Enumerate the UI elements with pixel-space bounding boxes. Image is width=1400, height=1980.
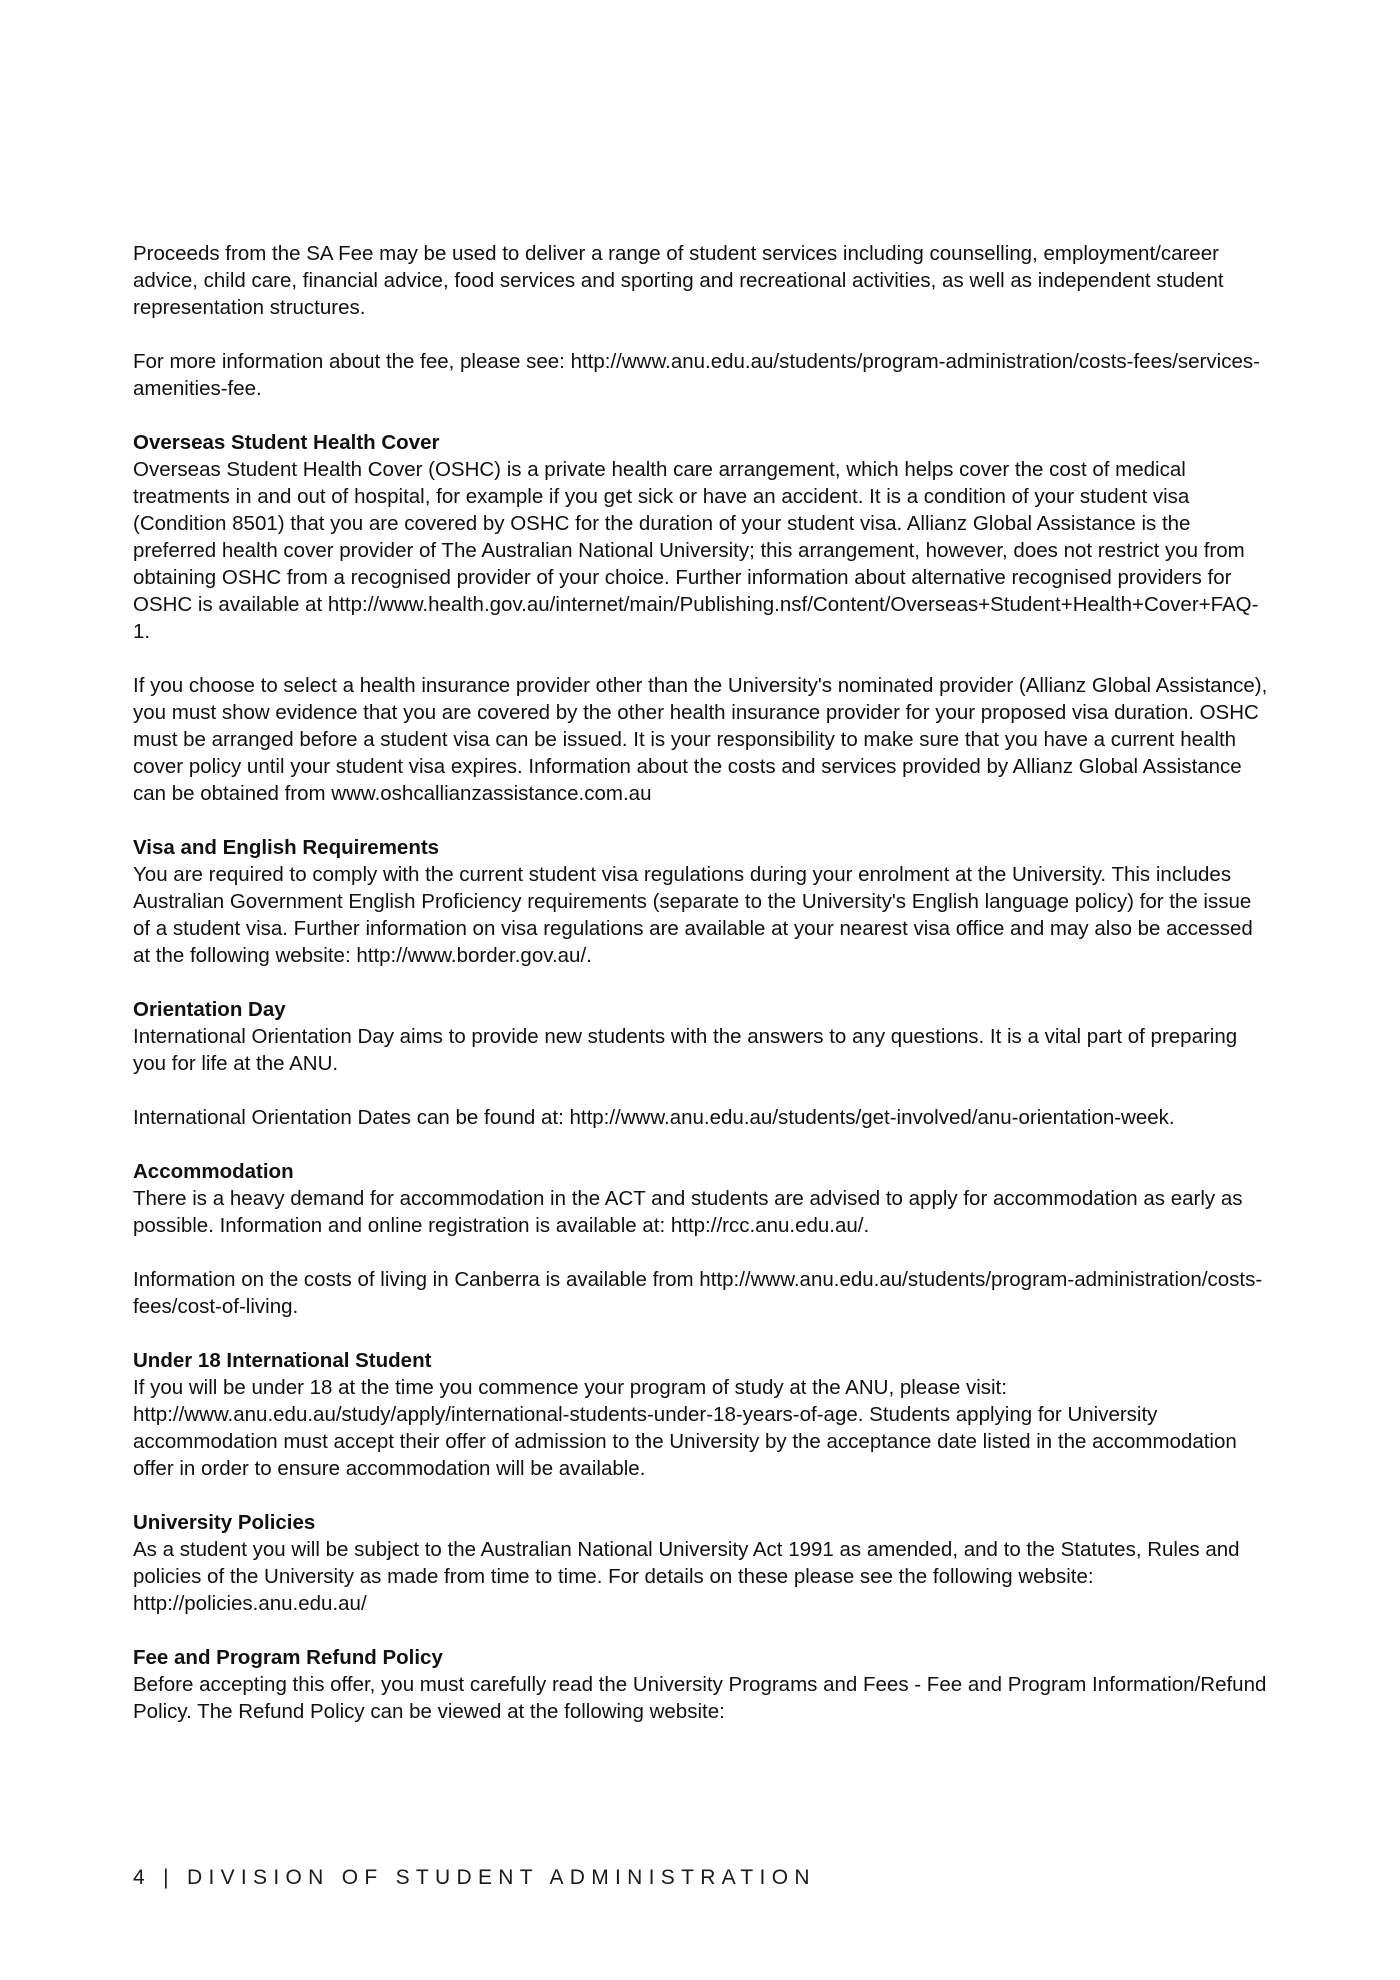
section-paragraph: If you choose to select a health insurance provider other than the University's nominated provider (Allianz Global Assistance), you must show evidence that you are covered by the other health insurance provider for your proposed visa duration. OSHC must be arranged before a student visa can be issued. It is your responsibility to make sure that you have a current health cover policy until your student visa expires. Information about the costs and services provided by Allianz Global Assistance can be obtained from www.oshcallianzassistance.com.au [133,674,1268,805]
section-paragraph: Information on the costs of living in Canberra is available from http://www.anu.edu.au/students/program-administration/costs-fees/cost-of-living. [133,1268,1263,1318]
section-oshc [133,429,1273,807]
section-accommodation [133,1158,1273,1320]
section-paragraph: You are required to comply with the current student visa regulations during your enrolment at the University. This includes Australian Government English Proficiency requirements (separate to the University's English language policy) for the issue of a student visa. Further information on visa regulations are available at your nearest visa office and may also be accessed at the following website: http://www.border.gov.au/. [133,863,1253,967]
section-paragraph: If you will be under 18 at the time you commence your program of study at the ANU, please visit: http://www.anu.edu.au/study/apply/international-students-under-18-years-of-age. Students applying for University accommodation must accept their offer of admission to the University by the acceptance date listed in the accommodation offer in order to ensure accommodation will be available. [133,1376,1237,1480]
section-heading: Overseas Student Health Cover [133,431,440,454]
section-heading: Fee and Program Refund Policy [133,1646,443,1669]
section-visa-english [133,834,1273,969]
section-paragraph: There is a heavy demand for accommodation in the ACT and students are advised to apply for accommodation as early as possible. Information and online registration is available at: http://rcc.anu.edu.au/. [133,1187,1243,1237]
section-orientation-day [133,996,1273,1131]
section-paragraph: International Orientation Day aims to provide new students with the answers to any questions. It is a vital part of preparing you for life at the ANU. [133,1025,1238,1075]
page-body [133,240,1273,1752]
section-under-18 [133,1347,1273,1482]
section-paragraph: International Orientation Dates can be found at: http://www.anu.edu.au/students/get-involved/anu-orientation-week. [133,1106,1175,1129]
intro-paragraph-fee-link: For more information about the fee, please see: http://www.anu.edu.au/students/program-administration/costs-fees/services-amenities-fee. [133,350,1260,400]
section-paragraph: As a student you will be subject to the Australian National University Act 1991 as amended, and to the Statutes, Rules and policies of the University as made from time to time. For details on these please see the following website: http://policies.anu.edu.au/ [133,1538,1240,1615]
page-footer: 4 | DIVISION OF STUDENT ADMINISTRATION [133,1866,816,1889]
section-heading: University Policies [133,1511,316,1534]
section-heading: Accommodation [133,1160,294,1183]
section-refund-policy [133,1644,1273,1725]
section-heading: Visa and English Requirements [133,836,440,859]
section-heading: Under 18 International Student [133,1349,432,1372]
section-heading: Orientation Day [133,998,286,1021]
section-paragraph: Overseas Student Health Cover (OSHC) is a private health care arrangement, which helps cover the cost of medical treatments in and out of hospital, for example if you get sick or have an accident. It is a condition of your student visa (Condition 8501) that you are covered by OSHC for the duration of your student visa. Allianz Global Assistance is the preferred health cover provider of The Australian National University; this arrangement, however, does not restrict you from obtaining OSHC from a recognised provider of your choice. Further information about alternative recognised providers for OSHC is available at http://www.health.gov.au/internet/main/Publishing.nsf/Content/Overseas+Student+Health+Cover+FAQ-1. [133,458,1259,643]
section-paragraph: Before accepting this offer, you must carefully read the University Programs and Fees - Fee and Program Information/Refund Policy. The Refund Policy can be viewed at the following website: [133,1673,1267,1723]
intro-paragraph-sa-fee: Proceeds from the SA Fee may be used to deliver a range of student services including counselling, employment/career advice, child care, financial advice, food services and sporting and recreational activities, as well as independent student representation structures. [133,242,1224,319]
section-university-policies [133,1509,1273,1617]
